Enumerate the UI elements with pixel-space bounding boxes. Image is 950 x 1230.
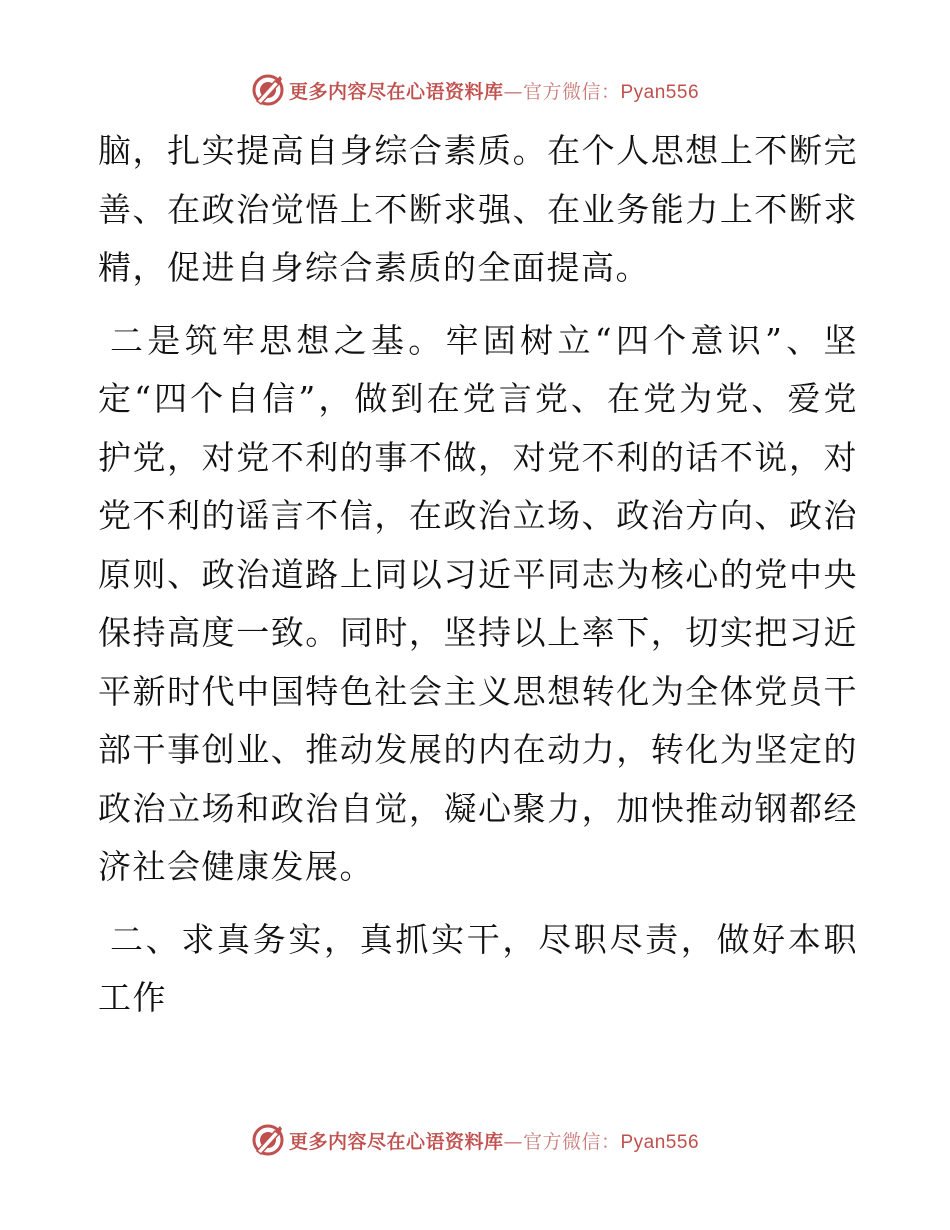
footer-banner xyxy=(0,1120,950,1160)
footer-banner-text xyxy=(289,1127,699,1154)
pen-circle-logo-icon xyxy=(251,1123,285,1157)
header-banner-separator: — xyxy=(503,80,523,103)
footer-banner-separator: — xyxy=(503,1130,523,1153)
header-banner-wechat-label: 官方微信： xyxy=(522,80,621,103)
paragraph-ideological-foundation: 二是筑牢思想之基。牢固树立“四个意识”、坚定“四个自信”，做到在党言党、在党为党、爱党护党，对党不利的事不做，对党不利的话不说，对党不利的谣言不信，在政治立场、政治方向、政治原则、政治道路上同以习近平同志为核心的党中央保持高度一致。同时，坚持以上率下，切实把习近平新时代中国特色社会主义思想转化为全体党员干部干事创业、推动发展的内在动力，转化为坚定的政治立场和政治自觉，凝心聚力，加快推动钢都经济社会健康发展。 xyxy=(98,320,858,886)
header-banner-main: 更多内容尽在心语资料库 xyxy=(288,80,504,103)
document-body xyxy=(98,122,858,1028)
pen-circle-logo-icon xyxy=(251,73,285,107)
header-banner-handle: Pyan556 xyxy=(620,81,700,103)
footer-banner-wechat-label: 官方微信： xyxy=(522,1130,621,1153)
footer-banner-main: 更多内容尽在心语资料库 xyxy=(288,1130,504,1153)
footer-banner-handle: Pyan556 xyxy=(620,1131,700,1153)
header-banner-text xyxy=(289,77,699,104)
paragraph-continuation: 脑，扎实提高自身综合素质。在个人思想上不断完善、在政治觉悟上不断求强、在业务能力上不断求精，促进自身综合素质的全面提高。 xyxy=(98,131,858,287)
header-banner xyxy=(0,70,950,110)
section-heading-two: 二、求真务实，真抓实干，尽职尽责，做好本职工作 xyxy=(98,919,858,1017)
